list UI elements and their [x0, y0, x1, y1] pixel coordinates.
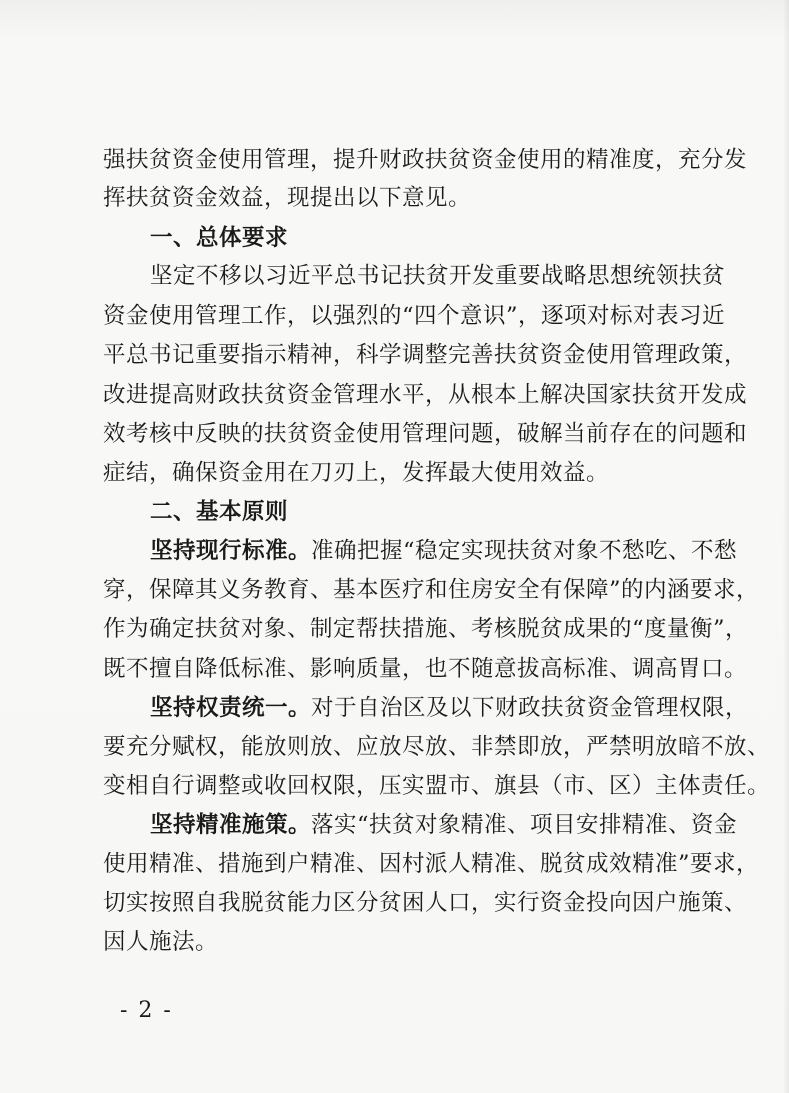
body-line: 要充分赋权，能放则放、应放尽放、非禁即放，严禁明放暗不放、	[103, 734, 771, 760]
body-line: 既不擅自降低标准、影响质量，也不随意拔高标准、调高胃口。	[103, 656, 748, 682]
body-line: 资金使用管理工作，以强烈的“四个意识”，逐项对标对表习近	[103, 303, 726, 329]
body-line: 使用精准、措施到户精准、因村派人精准、脱贫成效精准”要求，	[103, 851, 760, 877]
principle-line	[150, 810, 738, 840]
principle-line	[150, 536, 738, 566]
body-line: 症结，确保资金用在刀刃上，发挥最大使用效益。	[103, 460, 610, 486]
principle-title: 坚持精准施策。	[150, 812, 312, 838]
body-line: 变相自行调整或收回权限，压实盟市、旗县（市、区）主体责任。	[103, 773, 771, 799]
body-line: 效考核中反映的扶贫资金使用管理问题，破解当前存在的问题和	[103, 421, 748, 447]
body-line: 平总书记重要指示精神，科学调整完善扶贫资金使用管理政策，	[103, 342, 748, 368]
body-text: 落实“扶贫对象精准、项目安排精准、资金	[311, 812, 738, 838]
body-text: 对于自治区及以下财政扶贫资金管理权限，	[311, 695, 749, 721]
body-line: 作为确定扶贫对象、制定帮扶措施、考核脱贫成果的“度量衡”，	[103, 616, 749, 642]
body-line: 挥扶贫资金效益，现提出以下意见。	[103, 185, 472, 211]
body-line: 切实按照自我脱贫能力区分贫困人口，实行资金投向因户施策、	[103, 890, 748, 916]
section-heading-basic-principles: 二、基本原则	[150, 499, 289, 525]
body-text: “稳定实现扶贫对象不愁吃、不愁	[403, 538, 738, 564]
body-line: 强扶贫资金使用管理，提升财政扶贫资金使用的精准度，充分发	[103, 147, 748, 173]
body-line: 因人施法。	[103, 929, 219, 955]
body-line: 改进提高财政扶贫资金管理水平，从根本上解决国家扶贫开发成	[103, 382, 748, 408]
section-heading-overall-requirements: 一、总体要求	[150, 225, 289, 251]
principle-title: 坚持现行标准。	[150, 538, 312, 564]
scan-edge-shadow	[783, 0, 789, 1093]
page-number: - 2 -	[120, 998, 173, 1023]
principle-line	[150, 693, 749, 723]
principle-title: 坚持权责统一。	[150, 695, 312, 721]
body-line: 坚定不移以习近平总书记扶贫开发重要战略思想统领扶贫	[150, 263, 726, 289]
principle-lead: 准确把握	[311, 538, 404, 564]
body-line: 穿，保障其义务教育、基本医疗和住房安全有保障”的内涵要求，	[103, 577, 760, 603]
